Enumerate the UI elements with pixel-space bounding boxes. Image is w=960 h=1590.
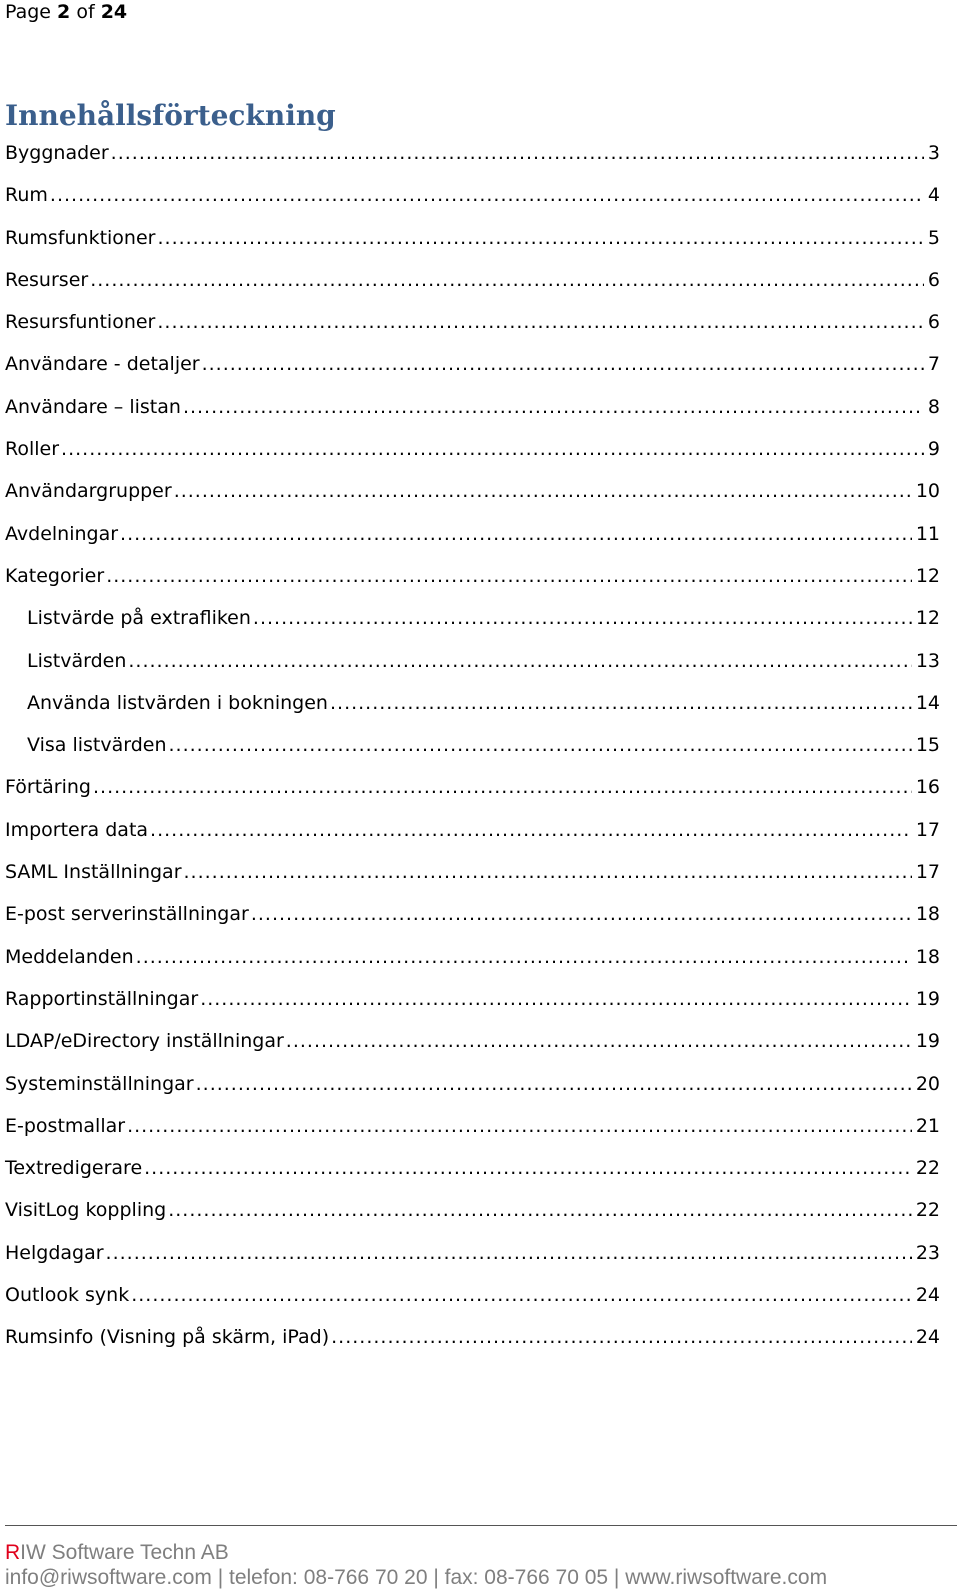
toc-entry[interactable] bbox=[5, 555, 940, 597]
toc-entry-label: VisitLog koppling bbox=[5, 1199, 167, 1222]
toc-entry-label: Systeminställningar bbox=[5, 1072, 194, 1095]
toc-dot-leader bbox=[169, 724, 912, 766]
toc-entry-page-number: 16 bbox=[915, 776, 940, 799]
toc-dot-leader bbox=[93, 766, 912, 808]
toc-entry-label: Listvärde på extrafliken bbox=[27, 607, 251, 630]
footer-divider bbox=[5, 1525, 957, 1526]
toc-entry-label: Resursfuntioner bbox=[5, 311, 156, 334]
page-total: 24 bbox=[100, 1, 128, 23]
page-number-header bbox=[5, 0, 127, 24]
table-of-contents bbox=[5, 132, 940, 1359]
toc-entry-page-number: 14 bbox=[915, 691, 940, 714]
toc-entry[interactable] bbox=[5, 1105, 940, 1147]
toc-entry-page-number: 6 bbox=[927, 268, 940, 291]
toc-dot-leader bbox=[330, 682, 912, 724]
toc-entry[interactable] bbox=[5, 1316, 940, 1358]
toc-entry[interactable] bbox=[5, 597, 940, 639]
toc-entry-label: Listvärden bbox=[27, 649, 127, 672]
toc-entry-label: Förtäring bbox=[5, 776, 91, 799]
toc-entry-label: Användare – listan bbox=[5, 395, 181, 418]
toc-dot-leader bbox=[168, 1189, 912, 1231]
footer-company-name bbox=[5, 1541, 229, 1565]
toc-entry-page-number: 19 bbox=[915, 987, 940, 1010]
toc-entry-page-number: 8 bbox=[927, 395, 940, 418]
toc-entry-page-number: 5 bbox=[927, 226, 940, 249]
toc-dot-leader bbox=[174, 470, 912, 512]
page-prefix: Page bbox=[5, 1, 58, 23]
toc-dot-leader bbox=[106, 555, 912, 597]
toc-entry-page-number: 21 bbox=[915, 1114, 940, 1137]
toc-entry-page-number: 19 bbox=[915, 1030, 940, 1053]
toc-entry-label: Användare - detaljer bbox=[5, 353, 200, 376]
toc-entry[interactable] bbox=[5, 132, 940, 174]
toc-entry-page-number: 17 bbox=[915, 818, 940, 841]
toc-entry-page-number: 6 bbox=[927, 311, 940, 334]
toc-dot-leader bbox=[196, 1063, 912, 1105]
toc-entry-label: Använda listvärden i bokningen bbox=[27, 691, 328, 714]
toc-entry[interactable] bbox=[5, 301, 940, 343]
page-of: of bbox=[70, 1, 101, 23]
toc-entry-page-number: 10 bbox=[915, 480, 940, 503]
toc-entry-label: Avdelningar bbox=[5, 522, 119, 545]
toc-dot-leader bbox=[136, 936, 912, 978]
company-initial: R bbox=[5, 1541, 21, 1564]
toc-dot-leader bbox=[286, 1020, 912, 1062]
toc-dot-leader bbox=[50, 174, 924, 216]
footer-contact-line: info@riwsoftware.com | telefon: 08-766 70 20 | fax: 08-766 70 05 | www.riwsoftware.com bbox=[5, 1566, 828, 1589]
toc-dot-leader bbox=[183, 386, 924, 428]
toc-entry[interactable] bbox=[5, 343, 940, 385]
toc-dot-leader bbox=[253, 597, 912, 639]
toc-entry[interactable] bbox=[5, 978, 940, 1020]
toc-entry-page-number: 18 bbox=[915, 945, 940, 968]
toc-entry[interactable] bbox=[5, 724, 940, 766]
toc-entry[interactable] bbox=[5, 217, 940, 259]
toc-entry[interactable] bbox=[5, 259, 940, 301]
toc-entry-label: Rapportinställningar bbox=[5, 987, 199, 1010]
toc-dot-leader bbox=[251, 893, 912, 935]
toc-entry[interactable] bbox=[5, 766, 940, 808]
toc-dot-leader bbox=[90, 259, 924, 301]
toc-entry[interactable] bbox=[5, 1274, 940, 1316]
toc-entry[interactable] bbox=[5, 936, 940, 978]
toc-entry-label: Rumsinfo (Visning på skärm, iPad) bbox=[5, 1326, 330, 1349]
toc-entry-label: E-postmallar bbox=[5, 1114, 126, 1137]
toc-entry-page-number: 11 bbox=[915, 522, 940, 545]
toc-entry-label: E-post serverinställningar bbox=[5, 903, 249, 926]
toc-dot-leader bbox=[61, 428, 924, 470]
toc-entry[interactable] bbox=[5, 513, 940, 555]
toc-entry-label: Visa listvärden bbox=[27, 734, 167, 757]
toc-dot-leader bbox=[200, 978, 912, 1020]
toc-entry[interactable] bbox=[5, 893, 940, 935]
toc-entry-page-number: 17 bbox=[915, 861, 940, 884]
toc-entry[interactable] bbox=[5, 1020, 940, 1062]
toc-entry-page-number: 12 bbox=[915, 607, 940, 630]
toc-entry[interactable] bbox=[5, 1232, 940, 1274]
toc-dot-leader bbox=[184, 851, 912, 893]
toc-dot-leader bbox=[150, 809, 912, 851]
toc-entry[interactable] bbox=[5, 1189, 940, 1231]
toc-entry[interactable] bbox=[5, 640, 940, 682]
toc-entry-page-number: 3 bbox=[927, 142, 940, 164]
toc-entry[interactable] bbox=[5, 470, 940, 512]
toc-entry-page-number: 12 bbox=[915, 564, 940, 587]
toc-entry[interactable] bbox=[5, 386, 940, 428]
page-current: 2 bbox=[57, 1, 71, 23]
toc-entry[interactable] bbox=[5, 174, 940, 216]
toc-entry-page-number: 23 bbox=[915, 1241, 940, 1264]
toc-dot-leader bbox=[131, 1274, 912, 1316]
toc-entry-label: LDAP/eDirectory inställningar bbox=[5, 1030, 284, 1053]
toc-dot-leader bbox=[202, 343, 924, 385]
toc-entry-page-number: 13 bbox=[915, 649, 940, 672]
toc-dot-leader bbox=[144, 1147, 912, 1189]
toc-entry[interactable] bbox=[5, 809, 940, 851]
toc-dot-leader bbox=[331, 1316, 912, 1358]
toc-entry[interactable] bbox=[5, 682, 940, 724]
toc-entry-label: Meddelanden bbox=[5, 945, 134, 968]
toc-entry[interactable] bbox=[5, 428, 940, 470]
toc-entry[interactable] bbox=[5, 1063, 940, 1105]
toc-entry-page-number: 7 bbox=[927, 353, 940, 376]
toc-entry-label: Användargrupper bbox=[5, 480, 172, 503]
toc-entry-label: Importera data bbox=[5, 818, 149, 841]
toc-entry-label: Byggnader bbox=[5, 142, 109, 164]
company-name-rest: IW Software Techn AB bbox=[20, 1541, 229, 1564]
toc-dot-leader bbox=[120, 513, 912, 555]
toc-entry-label: Rum bbox=[5, 184, 48, 207]
toc-dot-leader bbox=[106, 1232, 912, 1274]
toc-entry-page-number: 18 bbox=[915, 903, 940, 926]
toc-entry-page-number: 22 bbox=[915, 1157, 940, 1180]
toc-entry-label: Helgdagar bbox=[5, 1241, 104, 1264]
toc-entry-page-number: 22 bbox=[915, 1199, 940, 1222]
toc-entry-page-number: 20 bbox=[915, 1072, 940, 1095]
toc-entry-page-number: 24 bbox=[915, 1284, 940, 1307]
toc-dot-leader bbox=[128, 640, 911, 682]
toc-entry-label: SAML Inställningar bbox=[5, 861, 182, 884]
toc-entry-label: Outlook synk bbox=[5, 1284, 130, 1307]
toc-entry-page-number: 4 bbox=[927, 184, 940, 207]
toc-entry-page-number: 15 bbox=[915, 734, 940, 757]
toc-dot-leader bbox=[127, 1105, 912, 1147]
toc-entry[interactable] bbox=[5, 851, 940, 893]
toc-dot-leader bbox=[111, 132, 924, 174]
toc-title: Innehållsförteckning bbox=[5, 99, 336, 132]
toc-entry-label: Rumsfunktioner bbox=[5, 226, 156, 249]
toc-entry-page-number: 9 bbox=[927, 438, 940, 461]
toc-entry-label: Kategorier bbox=[5, 564, 105, 587]
toc-entry-label: Resurser bbox=[5, 268, 89, 291]
toc-entry-label: Textredigerare bbox=[5, 1157, 143, 1180]
toc-entry-label: Roller bbox=[5, 438, 60, 461]
toc-entry[interactable] bbox=[5, 1147, 940, 1189]
toc-dot-leader bbox=[157, 301, 924, 343]
toc-dot-leader bbox=[157, 217, 923, 259]
toc-entry-page-number: 24 bbox=[915, 1326, 940, 1349]
